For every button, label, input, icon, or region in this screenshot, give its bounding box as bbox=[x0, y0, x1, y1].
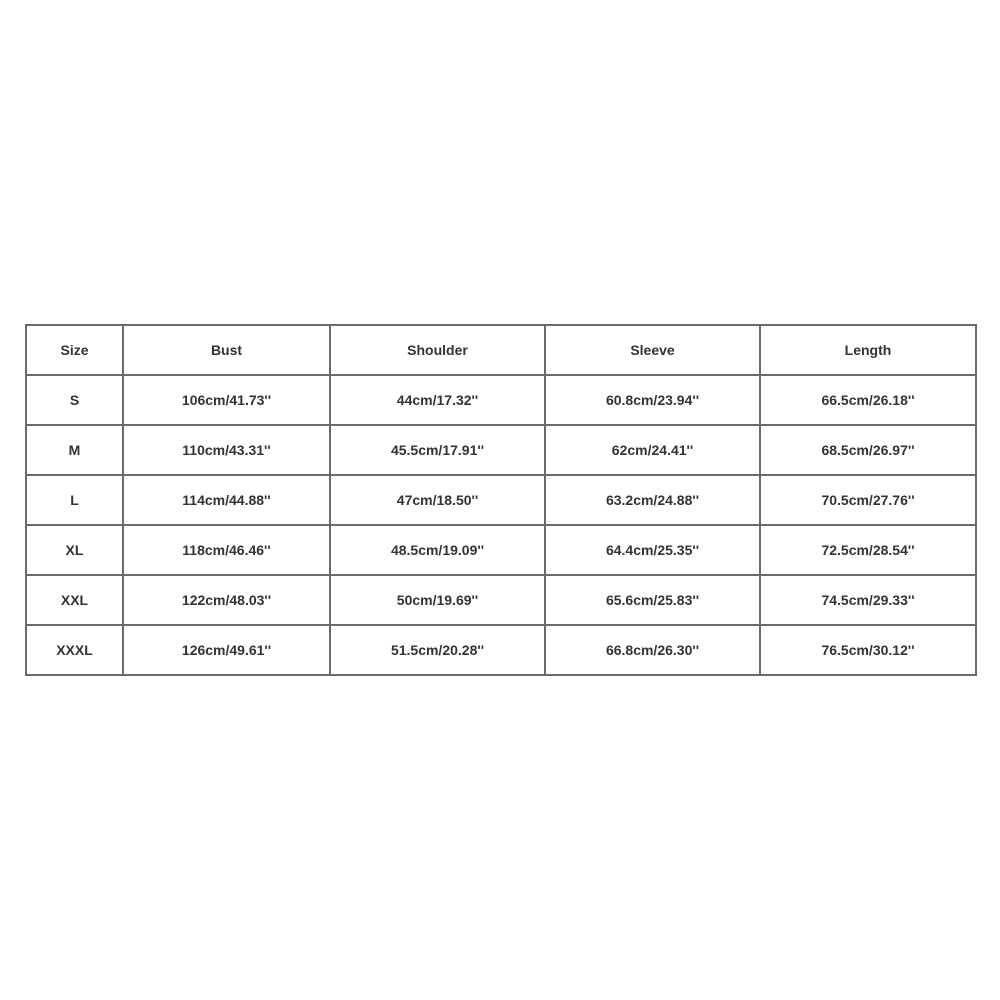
cell-shoulder: 48.5cm/19.09'' bbox=[330, 525, 545, 575]
cell-sleeve: 60.8cm/23.94'' bbox=[545, 375, 760, 425]
cell-bust: 126cm/49.61'' bbox=[123, 625, 330, 675]
header-bust: Bust bbox=[123, 325, 330, 375]
cell-bust: 110cm/43.31'' bbox=[123, 425, 330, 475]
cell-sleeve: 62cm/24.41'' bbox=[545, 425, 760, 475]
header-length: Length bbox=[760, 325, 976, 375]
cell-shoulder: 50cm/19.69'' bbox=[330, 575, 545, 625]
cell-length: 70.5cm/27.76'' bbox=[760, 475, 976, 525]
table-row bbox=[26, 575, 976, 625]
size-chart-table bbox=[25, 324, 977, 676]
header-shoulder: Shoulder bbox=[330, 325, 545, 375]
table-row bbox=[26, 475, 976, 525]
table-row bbox=[26, 525, 976, 575]
cell-sleeve: 63.2cm/24.88'' bbox=[545, 475, 760, 525]
cell-sleeve: 65.6cm/25.83'' bbox=[545, 575, 760, 625]
cell-bust: 106cm/41.73'' bbox=[123, 375, 330, 425]
cell-size: XXL bbox=[26, 575, 123, 625]
cell-size: XXXL bbox=[26, 625, 123, 675]
cell-shoulder: 47cm/18.50'' bbox=[330, 475, 545, 525]
cell-length: 68.5cm/26.97'' bbox=[760, 425, 976, 475]
cell-length: 74.5cm/29.33'' bbox=[760, 575, 976, 625]
header-row bbox=[26, 325, 976, 375]
cell-bust: 114cm/44.88'' bbox=[123, 475, 330, 525]
cell-shoulder: 44cm/17.32'' bbox=[330, 375, 545, 425]
cell-length: 66.5cm/26.18'' bbox=[760, 375, 976, 425]
cell-size: M bbox=[26, 425, 123, 475]
cell-size: XL bbox=[26, 525, 123, 575]
cell-bust: 118cm/46.46'' bbox=[123, 525, 330, 575]
cell-size: L bbox=[26, 475, 123, 525]
header-sleeve: Sleeve bbox=[545, 325, 760, 375]
cell-shoulder: 45.5cm/17.91'' bbox=[330, 425, 545, 475]
cell-sleeve: 66.8cm/26.30'' bbox=[545, 625, 760, 675]
table-row bbox=[26, 375, 976, 425]
table-row bbox=[26, 425, 976, 475]
cell-sleeve: 64.4cm/25.35'' bbox=[545, 525, 760, 575]
table-row bbox=[26, 625, 976, 675]
cell-length: 72.5cm/28.54'' bbox=[760, 525, 976, 575]
cell-shoulder: 51.5cm/20.28'' bbox=[330, 625, 545, 675]
cell-length: 76.5cm/30.12'' bbox=[760, 625, 976, 675]
header-size: Size bbox=[26, 325, 123, 375]
cell-size: S bbox=[26, 375, 123, 425]
cell-bust: 122cm/48.03'' bbox=[123, 575, 330, 625]
